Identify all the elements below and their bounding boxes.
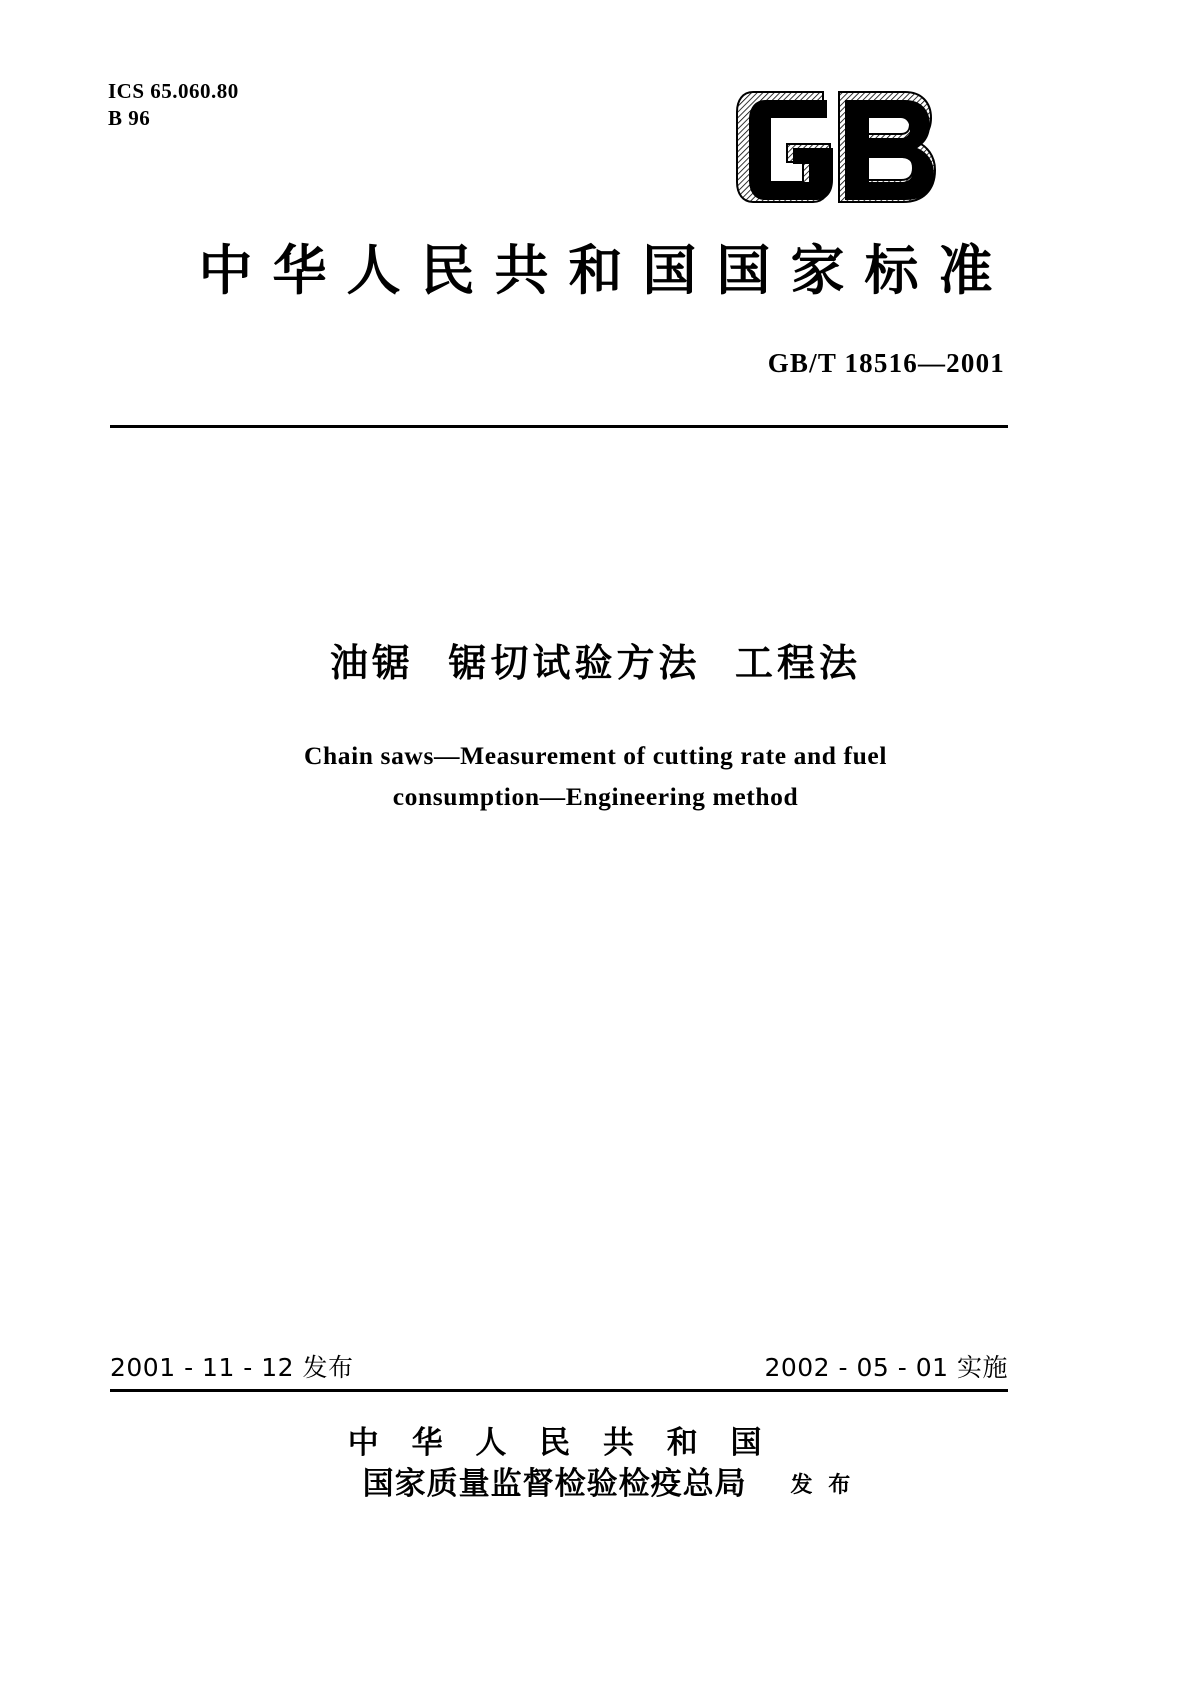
issuer-block	[0, 1423, 1191, 1505]
issue-date: 2001 - 11 - 12 发布	[110, 1353, 354, 1382]
standard-number: GB/T 18516—2001	[767, 348, 1005, 378]
header-divider	[110, 425, 1008, 428]
gb-emblem-icon	[735, 86, 945, 211]
national-standard-title: 中华人民共和国国家标准	[198, 239, 1013, 302]
issuer-name-line-2: 国家质量监督检验检疫总局	[362, 1465, 747, 1502]
document-title-chinese: 油锯 锯切试验方法 工程法	[330, 641, 861, 685]
footer-divider	[110, 1389, 1008, 1392]
issuer-name-line-1: 中 华 人 民 共 和 国	[347, 1425, 773, 1461]
document-title-english	[0, 735, 1191, 818]
ics-category-code: B 96	[108, 105, 151, 130]
issuer-publish-label: 发 布	[790, 1472, 855, 1498]
ics-classification-block	[108, 78, 239, 132]
footer-dates	[110, 1348, 1008, 1384]
document-title-english-line-2: consumption—Engineering method	[392, 782, 799, 812]
effective-date: 2002 - 05 - 01 实施	[764, 1353, 1008, 1382]
document-title-english-line-1: Chain saws—Measurement of cutting rate and fuel	[303, 741, 888, 770]
ics-code: ICS 65.060.80	[108, 79, 239, 103]
issuer-name	[337, 1423, 773, 1505]
